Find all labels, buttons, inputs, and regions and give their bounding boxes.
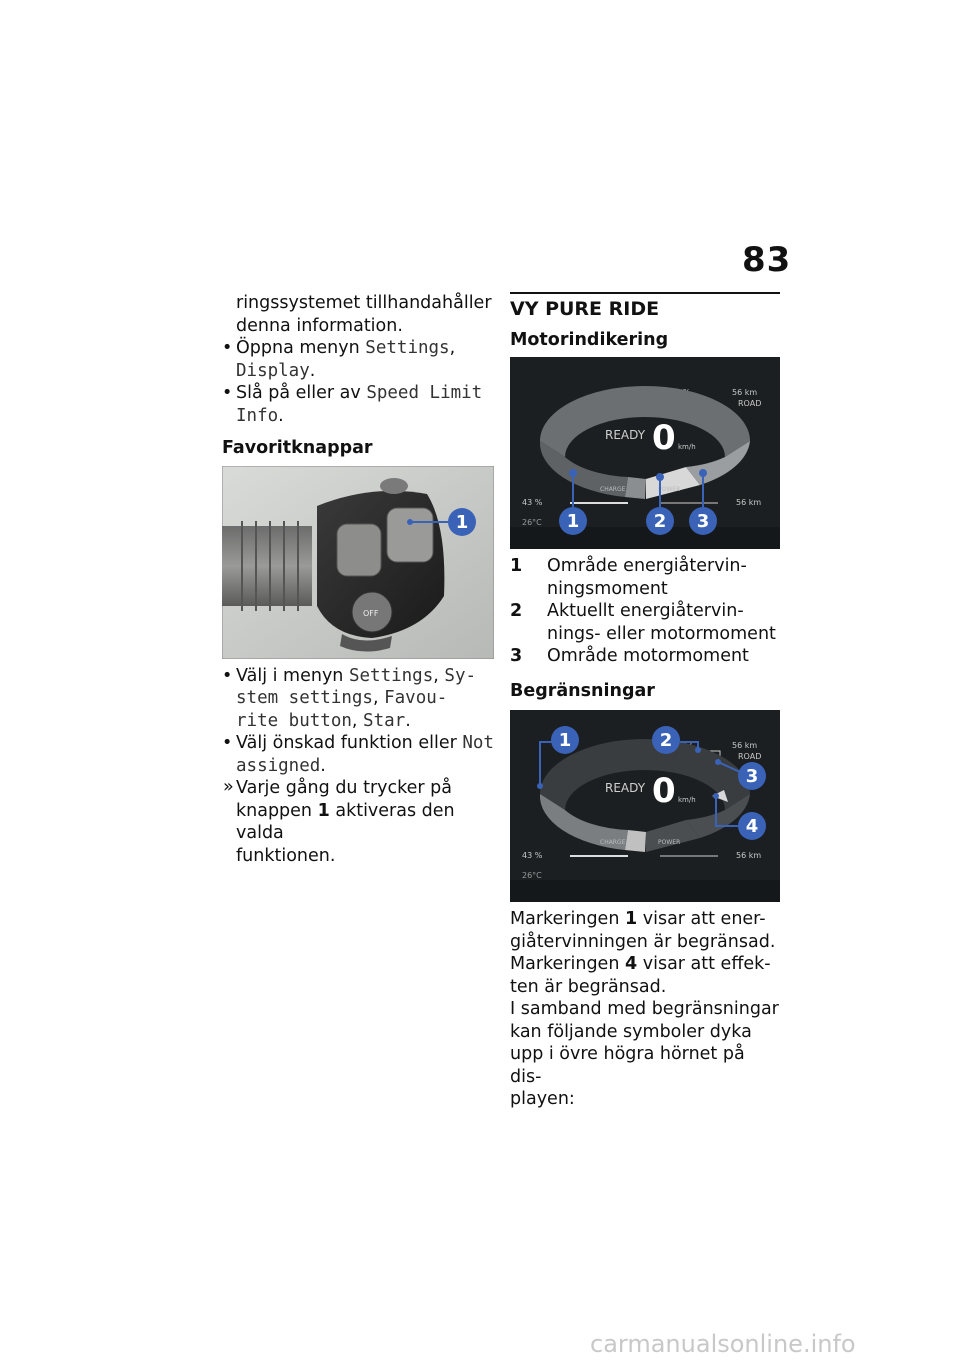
svg-text:POWER: POWER	[658, 839, 681, 846]
svg-text:ROAD: ROAD	[738, 752, 762, 761]
svg-text:4: 4	[745, 816, 759, 837]
svg-text:56 km: 56 km	[732, 741, 758, 750]
svg-text:0: 0	[652, 418, 676, 458]
svg-text:2: 2	[659, 730, 673, 751]
svg-text:km/h: km/h	[678, 443, 696, 451]
legend-item-1: 1 Område energiåtervin- ningsmoment	[510, 556, 747, 599]
svg-text:2: 2	[653, 511, 667, 532]
svg-text:56 km: 56 km	[736, 851, 762, 860]
svg-text:km/h: km/h	[678, 796, 696, 804]
svg-text:CHARGE: CHARGE	[600, 839, 626, 846]
callout-1	[551, 726, 579, 754]
display-figure-engine	[510, 357, 780, 549]
svg-text:CHARGE: CHARGE	[600, 486, 626, 493]
subheading-motorindikering: Motorindikering	[510, 329, 669, 350]
right-column	[510, 292, 780, 1111]
limits-paragraph: Markeringen 1 visar att ener- giåtervinningen är begränsad. Markeringen 4 visar att effek- ten är begränsad. I samband med begränsningar kan följande symboler dyka upp i övre högra hörnet på dis- playen:	[510, 909, 779, 1109]
callout-1	[448, 508, 476, 536]
svg-text:43 %: 43 %	[522, 498, 543, 507]
legend-item-3: 3 Område motormoment	[510, 646, 749, 666]
callout-2	[646, 507, 674, 535]
svg-text:1: 1	[558, 730, 572, 751]
legend-list	[510, 555, 780, 668]
off-label: OFF	[363, 608, 379, 618]
svg-text:1: 1	[455, 511, 469, 533]
svg-text:1: 1	[566, 511, 580, 532]
intro-line-2: denna information.	[236, 315, 403, 336]
page-number: 83	[742, 240, 792, 280]
left-column	[222, 292, 494, 867]
bullet-speed-limit: • Slå på eller av Speed Limit Info.	[222, 382, 494, 427]
svg-text:READY: READY	[605, 781, 646, 795]
callout-2	[652, 726, 680, 754]
svg-text:26°C: 26°C	[522, 518, 542, 527]
svg-text:56 km: 56 km	[736, 498, 762, 507]
bullet-open-menu: • Öppna menyn Settings, Display.	[222, 337, 494, 382]
result-text: » Varje gång du trycker på knappen 1 aktiveras den valda funktionen.	[222, 777, 494, 867]
svg-text:56 km: 56 km	[732, 388, 758, 397]
bullet-choose-function: • Välj önskad funktion eller Not assigned.	[222, 732, 494, 777]
svg-text:3: 3	[696, 511, 710, 532]
svg-text:0: 0	[652, 771, 676, 811]
svg-text:26°C: 26°C	[522, 871, 542, 880]
svg-text:READY: READY	[605, 428, 646, 442]
subheading-begransningar: Begränsningar	[510, 680, 655, 701]
callout-3	[689, 507, 717, 535]
callout-3	[738, 762, 766, 790]
bullet-choose-menu: • Välj i menyn Settings, Sy- stem settings, Favou- rite button, Star.	[222, 665, 494, 733]
watermark: carmanualsonline.info	[590, 1330, 856, 1358]
display-figure-limits	[510, 710, 780, 902]
heading-favoritknappar: Favoritknappar	[222, 438, 373, 458]
intro-line-1: ringssystemet tillhandahåller	[236, 293, 492, 313]
callout-1	[559, 507, 587, 535]
handlebar-switch-figure	[222, 466, 494, 659]
svg-text:POWER: POWER	[658, 486, 681, 493]
svg-text:ROAD: ROAD	[738, 399, 762, 408]
legend-item-2: 2 Aktuellt energiåtervin- nings- eller motormoment	[510, 601, 776, 644]
callout-4	[738, 812, 766, 840]
section-title: VY PURE RIDE	[510, 292, 780, 321]
svg-text:3: 3	[745, 766, 759, 787]
svg-text:43 %: 43 %	[522, 851, 543, 860]
